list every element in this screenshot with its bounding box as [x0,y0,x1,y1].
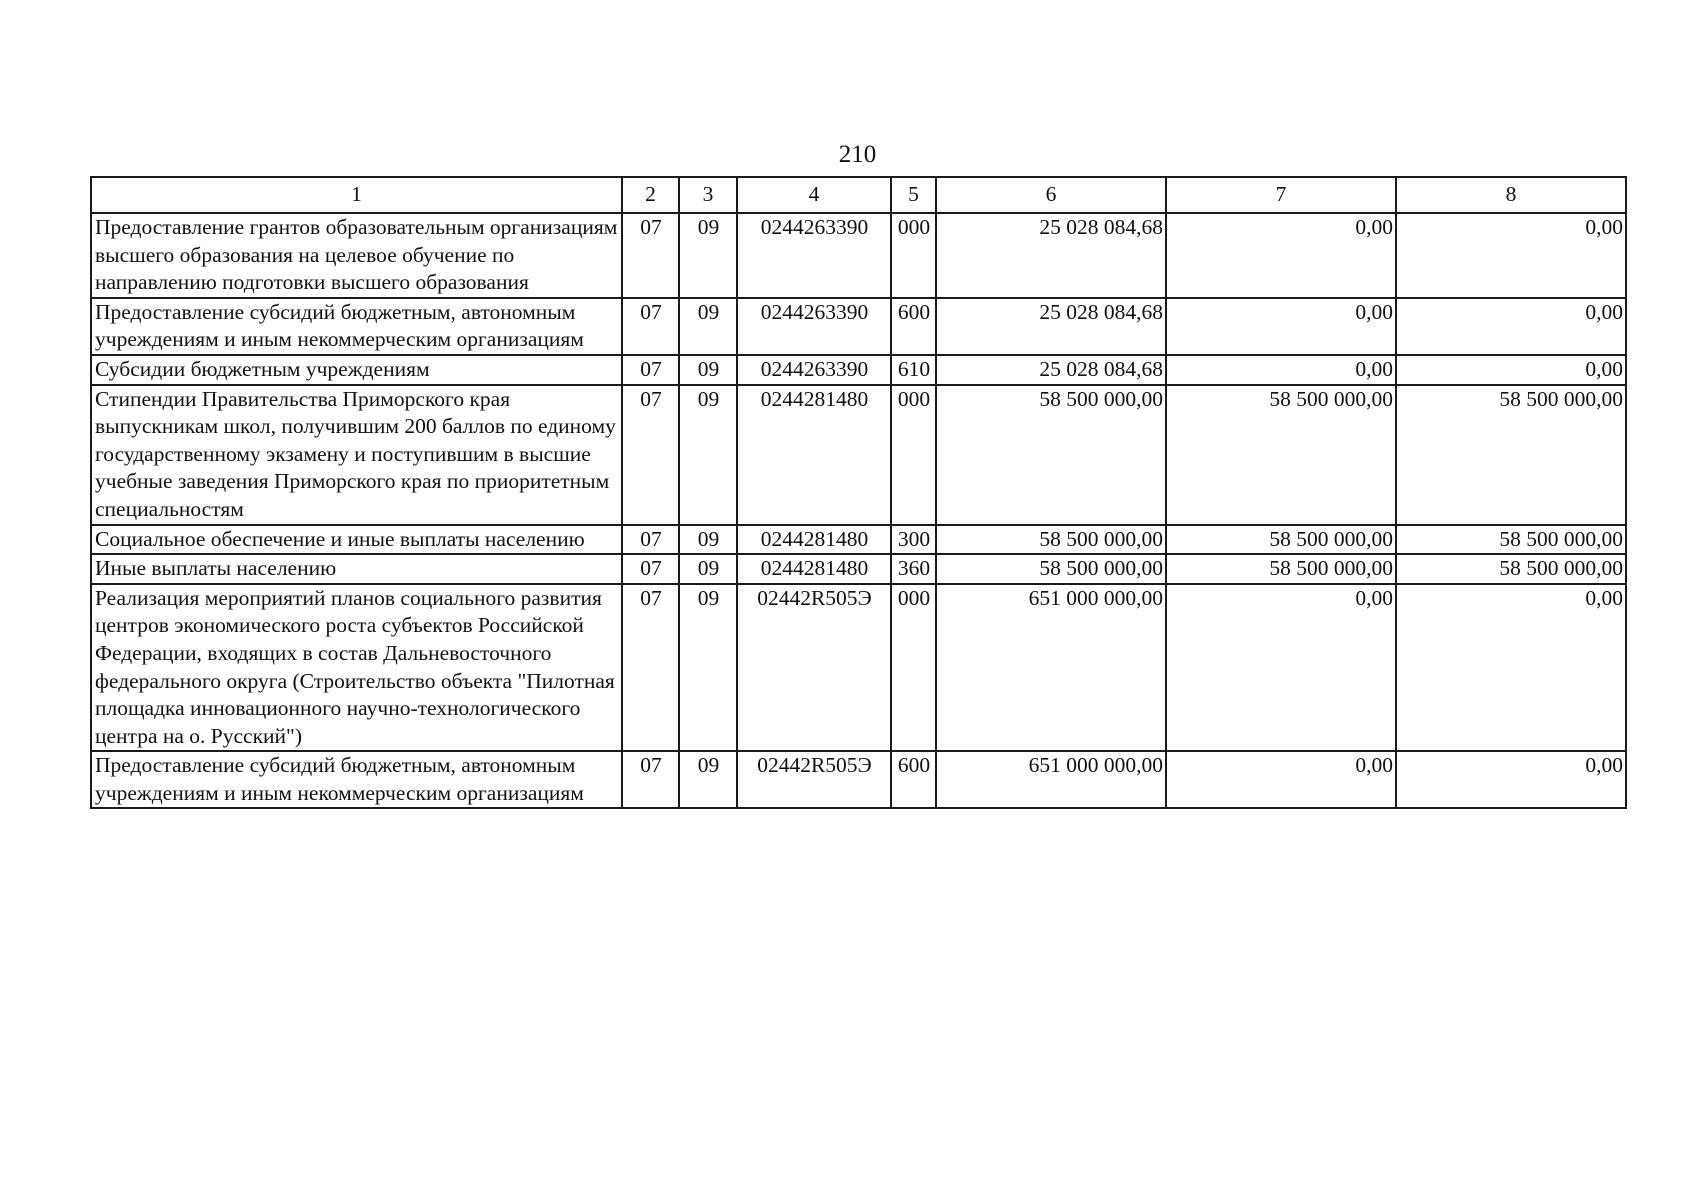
target-article-cell: 0244281480 [737,525,891,555]
row-name-cell: Предоставление грантов образовательным организациям высшего образования на целевое обучение по направлению подготовки высшего образования [91,213,622,298]
subsection-code-cell: 09 [679,554,737,584]
subsection-code-cell: 09 [679,525,737,555]
table-row [91,525,1626,555]
amount-col8-cell: 0,00 [1396,298,1626,355]
amount-col8-cell: 0,00 [1396,751,1626,808]
amount-col7-cell: 58 500 000,00 [1166,554,1396,584]
amount-col7-cell: 0,00 [1166,751,1396,808]
column-header: 2 [622,177,679,213]
page-number: 210 [838,141,877,168]
amount-col7-cell: 58 500 000,00 [1166,385,1396,525]
table-row [91,385,1626,525]
target-article-cell: 0244281480 [737,554,891,584]
amount-col8-cell: 58 500 000,00 [1396,525,1626,555]
amount-col7-cell: 0,00 [1166,298,1396,355]
amount-col8-cell: 0,00 [1396,584,1626,752]
table-row [91,584,1626,752]
column-header: 5 [891,177,936,213]
subsection-code-cell: 09 [679,355,737,385]
amount-col8-cell: 58 500 000,00 [1396,385,1626,525]
row-name-cell: Предоставление субсидий бюджетным, автономным учреждениям и иным некоммерческим организациям [91,751,622,808]
expense-type-cell: 360 [891,554,936,584]
amount-col6-cell: 25 028 084,68 [936,355,1166,385]
expense-type-cell: 600 [891,298,936,355]
target-article-cell: 0244263390 [737,213,891,298]
row-name-cell: Реализация мероприятий планов социального развития центров экономического роста субъектов Российской Федерации, входящих в состав Дальневосточного федерального округа (Строительство объекта "Пилотная площадка инновационного научно-технологического центра на о. Русский") [91,584,622,752]
column-header: 6 [936,177,1166,213]
column-header: 4 [737,177,891,213]
expense-type-cell: 610 [891,355,936,385]
section-code-cell: 07 [622,213,679,298]
expense-type-cell: 000 [891,584,936,752]
target-article-cell: 0244281480 [737,385,891,525]
row-name-cell: Иные выплаты населению [91,554,622,584]
row-name-cell: Предоставление субсидий бюджетным, автономным учреждениям и иным некоммерческим организациям [91,298,622,355]
amount-col7-cell: 0,00 [1166,355,1396,385]
target-article-cell: 0244263390 [737,298,891,355]
table-row [91,298,1626,355]
table-row [91,554,1626,584]
section-code-cell: 07 [622,298,679,355]
target-article-cell: 02442R505Э [737,584,891,752]
column-header: 8 [1396,177,1626,213]
expense-type-cell: 000 [891,385,936,525]
subsection-code-cell: 09 [679,385,737,525]
target-article-cell: 0244263390 [737,355,891,385]
subsection-code-cell: 09 [679,298,737,355]
amount-col7-cell: 0,00 [1166,213,1396,298]
amount-col7-cell: 58 500 000,00 [1166,525,1396,555]
table-row [91,751,1626,808]
amount-col8-cell: 0,00 [1396,355,1626,385]
amount-col6-cell: 58 500 000,00 [936,554,1166,584]
amount-col6-cell: 25 028 084,68 [936,213,1166,298]
subsection-code-cell: 09 [679,751,737,808]
column-header: 1 [91,177,622,213]
column-header: 3 [679,177,737,213]
target-article-cell: 02442R505Э [737,751,891,808]
table-row [91,213,1626,298]
expense-type-cell: 000 [891,213,936,298]
column-header: 7 [1166,177,1396,213]
section-code-cell: 07 [622,525,679,555]
section-code-cell: 07 [622,584,679,752]
amount-col8-cell: 0,00 [1396,213,1626,298]
amount-col6-cell: 58 500 000,00 [936,525,1166,555]
section-code-cell: 07 [622,751,679,808]
table-row [91,355,1626,385]
amount-col6-cell: 58 500 000,00 [936,385,1166,525]
section-code-cell: 07 [622,385,679,525]
amount-col6-cell: 651 000 000,00 [936,751,1166,808]
amount-col6-cell: 651 000 000,00 [936,584,1166,752]
header-row [91,177,1626,213]
amount-col7-cell: 0,00 [1166,584,1396,752]
row-name-cell: Стипендии Правительства Приморского края выпускникам школ, получившим 200 баллов по единому государственному экзамену и поступившим в высшие учебные заведения Приморского края по приоритетным специальностям [91,385,622,525]
section-code-cell: 07 [622,554,679,584]
amount-col6-cell: 25 028 084,68 [936,298,1166,355]
subsection-code-cell: 09 [679,213,737,298]
section-code-cell: 07 [622,355,679,385]
expense-type-cell: 300 [891,525,936,555]
budget-table [90,176,1627,809]
row-name-cell: Социальное обеспечение и иные выплаты населению [91,525,622,555]
row-name-cell: Субсидии бюджетным учреждениям [91,355,622,385]
amount-col8-cell: 58 500 000,00 [1396,554,1626,584]
subsection-code-cell: 09 [679,584,737,752]
expense-type-cell: 600 [891,751,936,808]
